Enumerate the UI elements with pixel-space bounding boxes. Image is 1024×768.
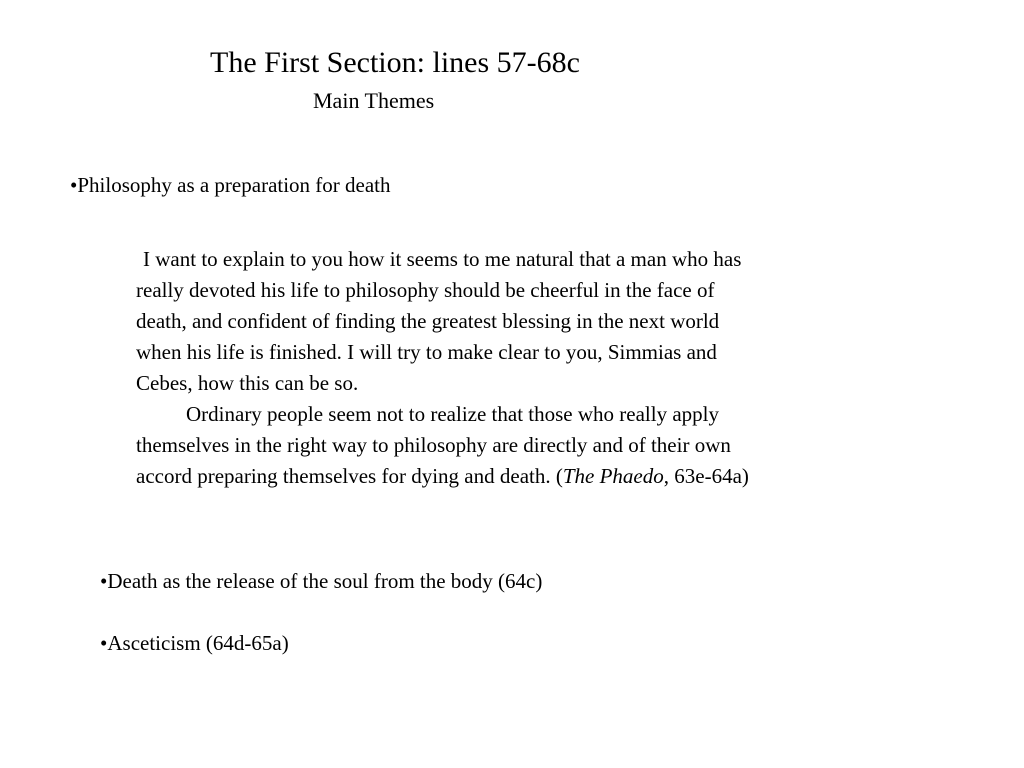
slide-title: The First Section: lines 57-68c bbox=[210, 46, 580, 79]
quote-last-line bbox=[136, 461, 916, 492]
citation: , 63e-64a) bbox=[663, 464, 749, 488]
quote-line: Ordinary people seem not to realize that those who really apply bbox=[186, 402, 719, 426]
quote-line: Cebes, how this can be so. bbox=[136, 371, 359, 395]
quote-line: accord preparing themselves for dying and death. ( bbox=[136, 464, 563, 488]
phaedo-quote bbox=[136, 244, 916, 492]
quote-line: I want to explain to you how it seems to me natural that a man who has bbox=[143, 247, 742, 271]
quote-line: death, and confident of finding the greatest blessing in the next world bbox=[136, 309, 720, 333]
quote-line: when his life is finished. I will try to make clear to you, Simmias and bbox=[136, 340, 717, 364]
slide-subtitle: Main Themes bbox=[313, 88, 435, 113]
quote-line: themselves in the right way to philosophy are directly and of their own bbox=[136, 433, 731, 457]
bullet-philosophy-preparation: •Philosophy as a preparation for death bbox=[70, 173, 391, 197]
source-title: The Phaedo bbox=[562, 464, 664, 488]
bullet-asceticism: •Asceticism (64d-65a) bbox=[100, 631, 289, 655]
quote-line: really devoted his life to philosophy should be cheerful in the face of bbox=[136, 278, 715, 302]
bullet-death-release: •Death as the release of the soul from the body (64c) bbox=[100, 569, 543, 593]
